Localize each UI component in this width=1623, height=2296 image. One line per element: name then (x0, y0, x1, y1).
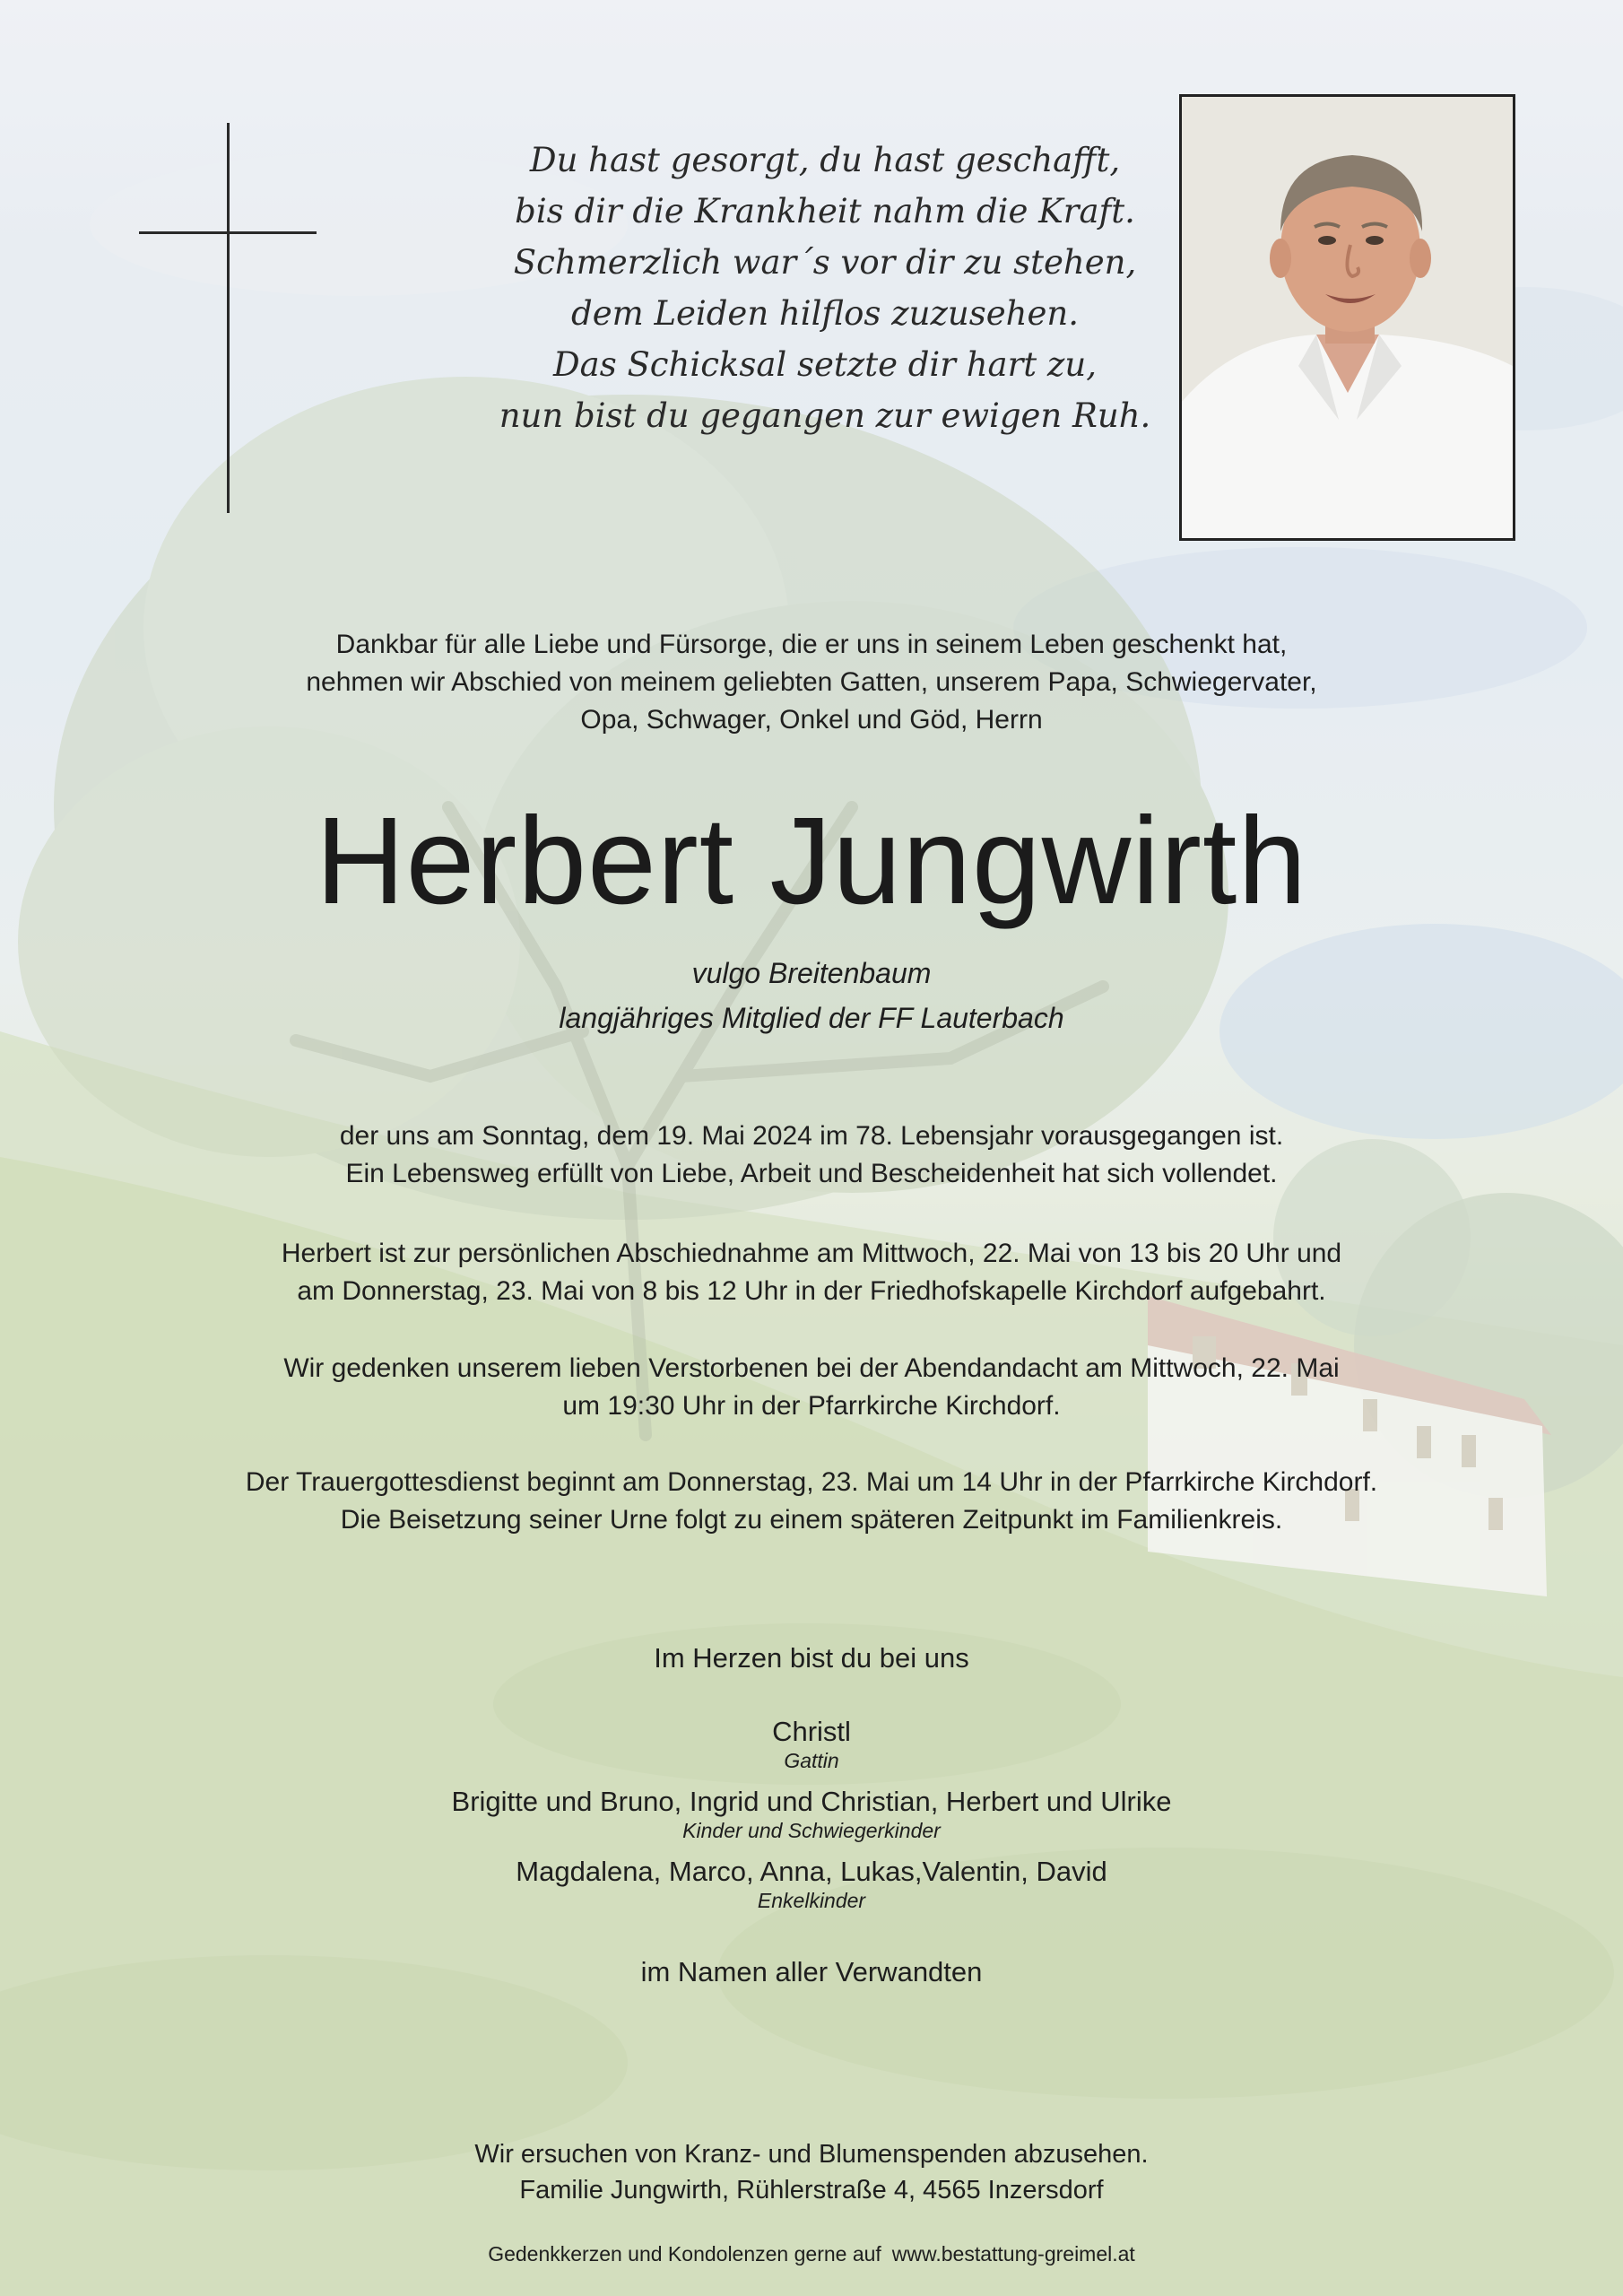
intro-text (135, 626, 1488, 739)
mourner-names: Brigitte und Bruno, Ingrid und Christian, Herbert und Ulrike (451, 1786, 1172, 1817)
paragraph-line: Ein Lebensweg erfüllt von Liebe, Arbeit und Bescheidenheit hat sich vollendet. (345, 1159, 1278, 1188)
intro-line: nehmen wir Abschied von meinem geliebten Gatten, unserem Papa, Schwiegervater, (306, 667, 1317, 697)
mourner-names: Magdalena, Marco, Anna, Lukas,Valentin, David (516, 1856, 1107, 1887)
subtitle-line: langjähriges Mitglied der FF Lauterbach (559, 1002, 1064, 1034)
paragraph-line: Wir gedenken unserem lieben Verstorbenen bei der Abendandacht am Mittwoch, 22. Mai (283, 1353, 1340, 1383)
condolence-note (179, 2239, 1444, 2269)
poem-line: Schmerzlich war´s vor dir zu stehen, (513, 243, 1137, 282)
paragraph-line: Der Trauergottesdienst beginnt am Donnerstag, 23. Mai um 14 Uhr in der Pfarrkirche Kirchdorf. (245, 1467, 1378, 1497)
condolence-url-link[interactable]: www.bestattung-greimel.at (891, 2242, 1135, 2266)
memorial-poem (484, 135, 1166, 441)
mourner-role: Gattin (784, 1749, 839, 1772)
mourner-role: Kinder und Schwiegerkinder (682, 1819, 941, 1842)
poem-line: Du hast gesorgt, du hast geschafft, (529, 141, 1121, 179)
funeral-service-paragraph (90, 1464, 1533, 1539)
mourners-signature (179, 1641, 1444, 1989)
footer-line: Familie Jungwirth, Rühlerstraße 4, 4565 Inzersdorf (519, 2176, 1104, 2205)
footer-line: Wir ersuchen von Kranz- und Blumenspenden abzusehen. (474, 2140, 1149, 2169)
poem-line: nun bist du gegangen zur ewigen Ruh. (499, 396, 1151, 435)
intro-line: Dankbar für alle Liebe und Fürsorge, die er uns in seinem Leben geschenkt hat, (335, 630, 1288, 659)
paragraph-line: Herbert ist zur persönlichen Abschiednahme am Mittwoch, 22. Mai von 13 bis 20 Uhr und (281, 1239, 1342, 1268)
cross-horizontal-bar (139, 231, 317, 234)
poem-line: Das Schicksal setzte dir hart zu, (552, 345, 1098, 384)
signature-closing: im Namen aller Verwandten (640, 1956, 983, 1987)
paragraph-line: am Donnerstag, 23. Mai von 8 bis 12 Uhr in der Friedhofskapelle Kirchdorf aufgebahrt. (297, 1276, 1326, 1306)
mourner-group (179, 1785, 1444, 1842)
mourner-role: Enkelkinder (757, 1889, 866, 1912)
deceased-subtitle (179, 951, 1444, 1040)
mourner-group (179, 1715, 1444, 1772)
paragraph-line: um 19:30 Uhr in der Pfarrkirche Kirchdorf. (562, 1391, 1061, 1421)
portrait-photo (1179, 94, 1515, 541)
poem-line: dem Leiden hilflos zuzusehen. (571, 294, 1079, 333)
cross-vertical-bar (227, 123, 230, 513)
condolence-text: Gedenkkerzen und Kondolenzen gerne auf (488, 2242, 881, 2266)
subtitle-line: vulgo Breitenbaum (691, 957, 932, 989)
paragraph-line: Die Beisetzung seiner Urne folgt zu einem späteren Zeitpunkt im Familienkreis. (340, 1505, 1283, 1535)
evening-prayer-paragraph (90, 1350, 1533, 1425)
death-notice-paragraph (90, 1118, 1533, 1193)
mourner-group (179, 1855, 1444, 1912)
poem-line: bis dir die Krankheit nahm die Kraft. (515, 192, 1135, 230)
mourner-names: Christl (772, 1716, 851, 1747)
paragraph-line: der uns am Sonntag, dem 19. Mai 2024 im 78. Lebensjahr vorausgegangen ist. (339, 1121, 1284, 1151)
deceased-name: Herbert Jungwirth (315, 792, 1308, 930)
footer-note (179, 2136, 1444, 2208)
signature-heading: Im Herzen bist du bei uns (654, 1642, 969, 1674)
viewing-paragraph (90, 1235, 1533, 1310)
intro-line: Opa, Schwager, Onkel und Göd, Herrn (580, 705, 1043, 735)
